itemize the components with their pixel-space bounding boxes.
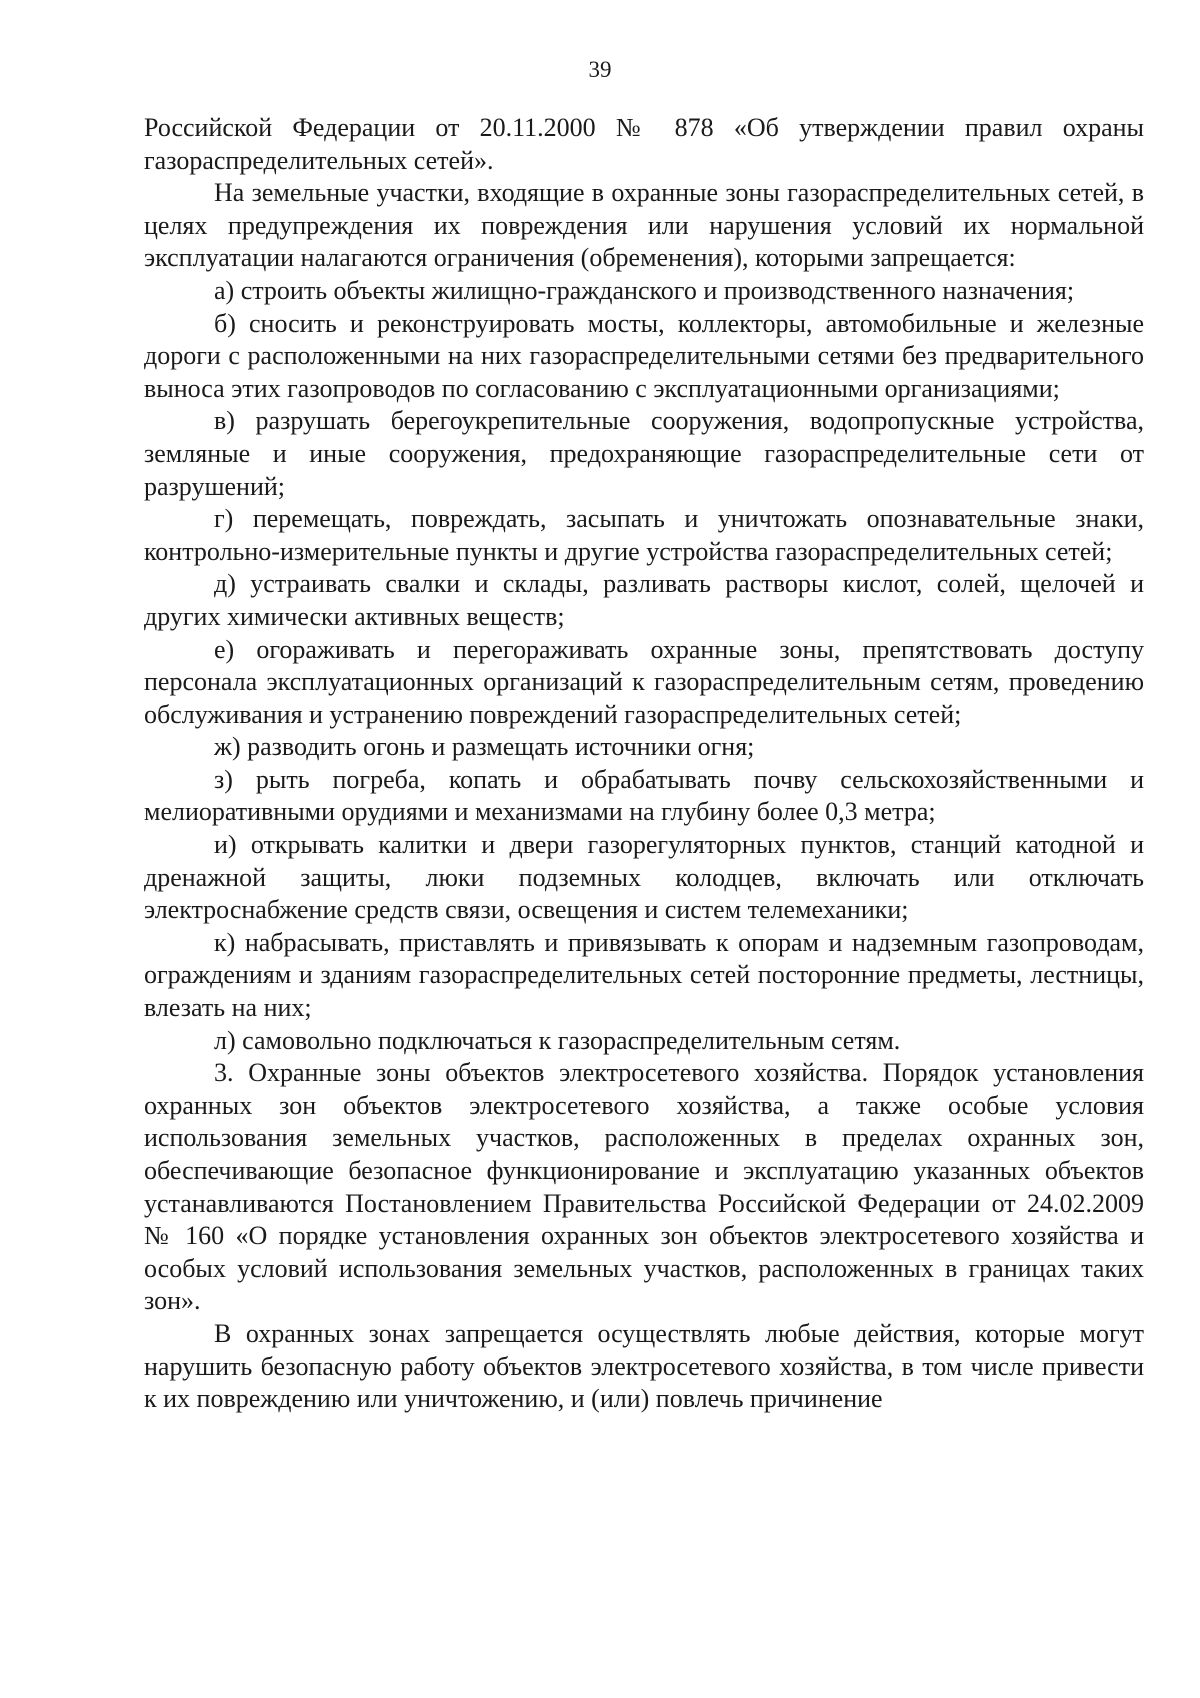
document-body [144, 112, 1144, 1416]
list-item: л) самовольно подключаться к газораспределительным сетям. [214, 1025, 901, 1055]
list-item: з) рыть погреба, копать и обрабатывать почву сельскохозяйственными и мелиоративными орудиями и механизмами на глубину более 0,3 метра; [144, 764, 1144, 827]
paragraph: В охранных зонах запрещается осуществлять любые действия, которые могут нарушить безопасную работу объектов электросетевого хозяйства, в том числе привести к их повреждению или уничтожению, и (или) повлечь причинение [144, 1318, 1144, 1414]
paragraph: На земельные участки, входящие в охранные зоны газораспределительных сетей, в целях предупреждения их повреждения или нарушения условий их нормальной эксплуатации налагаются ограничения (обременения), которыми запрещается: [144, 178, 1144, 273]
list-item: ж) разводить огонь и размещать источники огня; [214, 732, 755, 762]
section-paragraph: 3. Охранные зоны объектов электросетевого хозяйства. Порядок установления охранных зон объектов электросетевого хозяйства, а также особые условия использования земельных участков, расположенных в пределах охранных зон, обеспечивающие безопасное функционирование и эксплуатацию указанных объектов устанавливаются Постановлением Правительства Российской Федерации от 24.02.2009 № 160 «О порядке установления охранных зон объектов электросетевого хозяйства и особых условий использования земельных участков, расположенных в границах таких зон». [144, 1058, 1144, 1316]
list-item: в) разрушать берегоукрепительные сооружения, водопропускные устройства, земляные и иные сооружения, предохраняющие газораспределительные сети от разрушений; [144, 406, 1144, 501]
list-item: б) сносить и реконструировать мосты, коллекторы, автомобильные и железные дороги с расположенными на них газораспределительными сетями без предварительного выноса этих газопроводов по согласованию с эксплуатационными организациями; [144, 308, 1144, 403]
list-item: к) набрасывать, приставлять и привязывать к опорам и надземным газопроводам, ограждениям и зданиям газораспределительных сетей посторонние предметы, лестницы, влезать на них; [144, 927, 1144, 1023]
page-number: 39 [588, 57, 612, 82]
list-item: г) перемещать, повреждать, засыпать и уничтожать опознавательные знаки, контрольно-измерительные пункты и другие устройства газораспределительных сетей; [144, 504, 1144, 566]
paragraph: Российской Федерации от 20.11.2000 № 878 «Об утверждении правил охраны газораспределительных сетей». [144, 113, 1144, 175]
list-item: а) строить объекты жилищно-гражданского и производственного назначения; [214, 275, 1075, 305]
list-item: и) открывать калитки и двери газорегуляторных пунктов, станций катодной и дренажной защиты, люки подземных колодцев, включать или отключать электроснабжение средств связи, освещения и систем телемеханики; [144, 830, 1144, 925]
list-item: е) огораживать и перегораживать охранные зоны, препятствовать доступу персонала эксплуатационных организаций к газораспределительным сетям, проведению обслуживания и устранению повреждений газораспределительных сетей; [144, 634, 1144, 729]
list-item: д) устраивать свалки и склады, разливать растворы кислот, солей, щелочей и других химически активных веществ; [144, 569, 1144, 631]
